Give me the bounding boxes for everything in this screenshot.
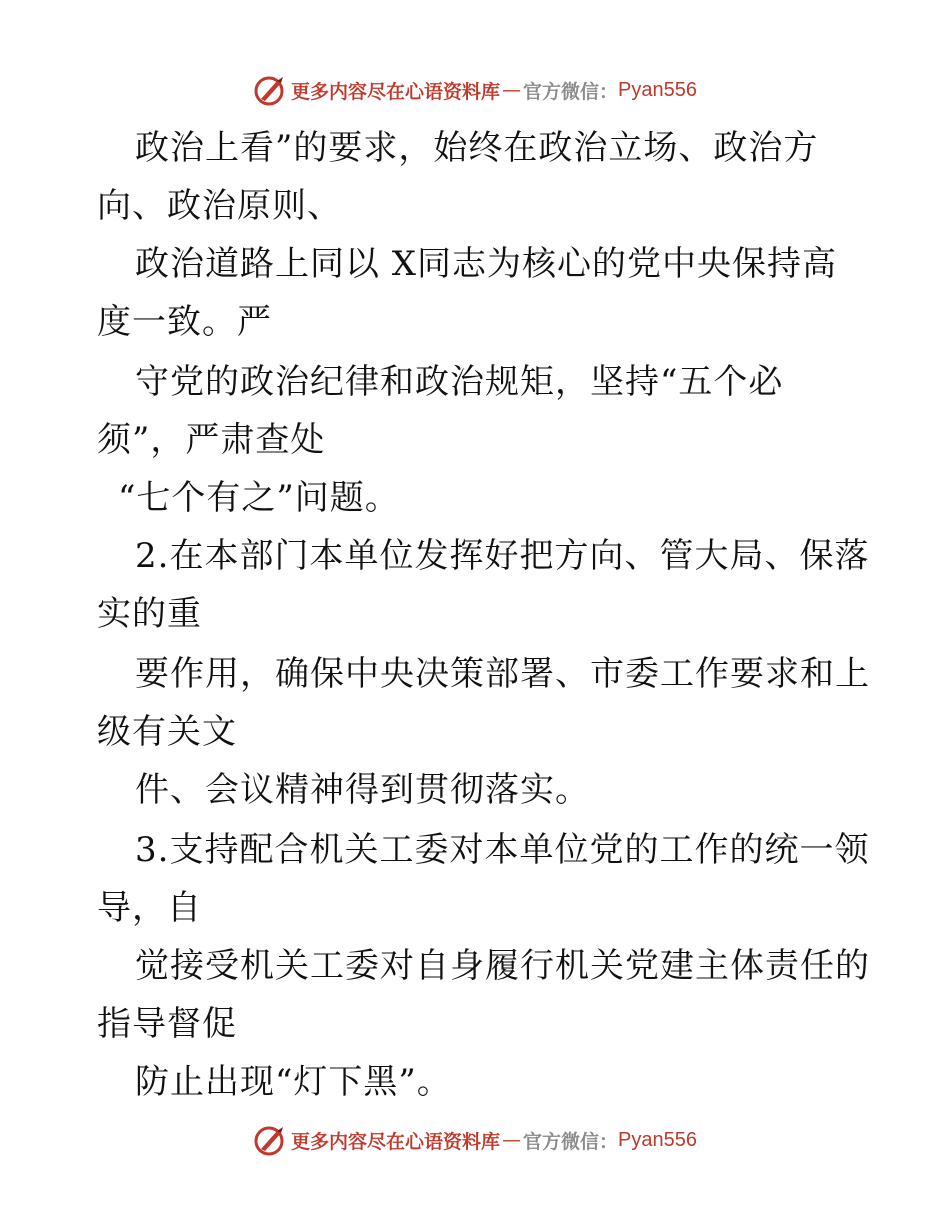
watermark-wechat-label: 官方微信： (523, 1130, 619, 1153)
paragraph-line: “七个有之”问题。 (118, 478, 400, 518)
paragraph-line: 政治道路上同以 X同志为核心的党中央保持高 (135, 244, 838, 284)
watermark-dash: — (502, 1129, 522, 1151)
paragraph-line: 导，自 (97, 888, 202, 928)
watermark-slogan: 更多内容尽在心语资料库 (291, 1130, 501, 1153)
watermark-dash: — (502, 79, 522, 101)
footer-watermark (0, 1120, 950, 1160)
paragraph-line: 指导督促 (97, 1004, 237, 1044)
paragraph-line: 实的重 (97, 594, 202, 634)
quill-logo-icon (253, 1123, 287, 1157)
paragraph-line: 级有关文 (97, 712, 237, 752)
paragraph-line: 防止出现“灯下黑”。 (135, 1062, 452, 1102)
quill-logo-icon (253, 73, 287, 107)
paragraph-line: 须”，严肃查处 (97, 420, 326, 460)
watermark-slogan: 更多内容尽在心语资料库 (291, 80, 501, 103)
watermark-wechat-label: 官方微信： (523, 80, 619, 103)
paragraph-line: 要作用，确保中央决策部署、市委工作要求和上 (135, 654, 870, 694)
paragraph-line: 守党的政治纪律和政治规矩，坚持“五个必 (135, 362, 784, 402)
paragraph-line: 觉接受机关工委对自身履行机关党建主体责任的 (135, 946, 870, 986)
paragraph-line: 2.在本部门本单位发挥好把方向、管大局、保落 (135, 536, 870, 576)
header-watermark (0, 70, 950, 110)
paragraph-line: 度一致。严 (97, 302, 272, 342)
watermark-wechat-id: Pyan556 (618, 78, 697, 101)
paragraph-line: 向、政治原则、 (97, 186, 342, 226)
paragraph-line: 3.支持配合机关工委对本单位党的工作的统一领 (135, 830, 870, 870)
paragraph-line: 政治上看”的要求，始终在政治立场、政治方 (135, 128, 819, 168)
paragraph-line: 件、会议精神得到贯彻落实。 (135, 770, 590, 810)
watermark-wechat-id: Pyan556 (618, 1128, 697, 1151)
